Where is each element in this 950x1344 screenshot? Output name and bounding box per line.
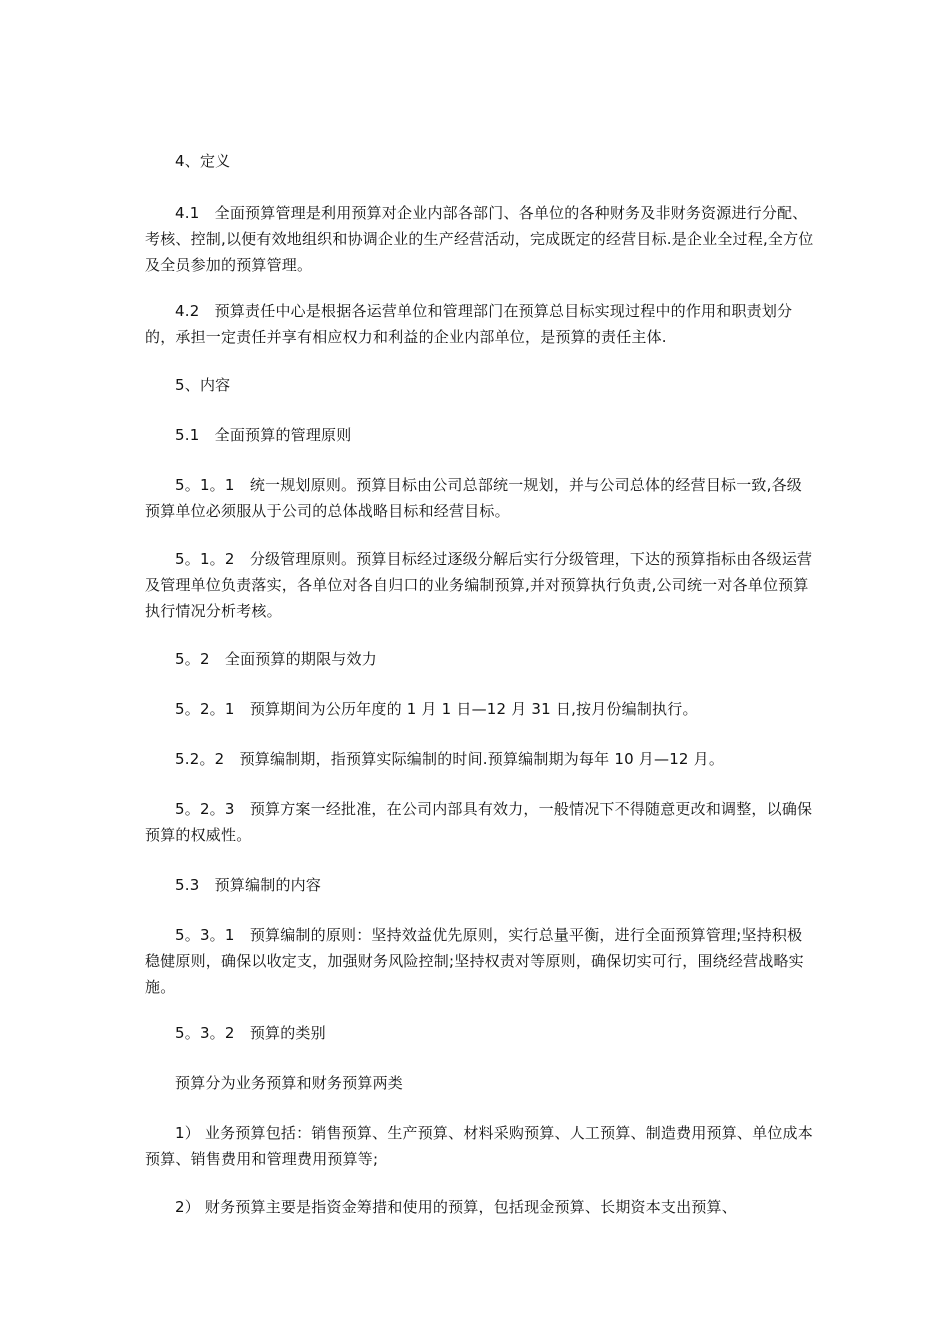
subsection-heading-5-3: 5.3 预算编制的内容 [175, 876, 322, 894]
paragraph-5-2-2: 5.2。2 预算编制期，指预算实际编制的时间.预算编制期为每年 10 月—12 月。 [175, 750, 725, 768]
section-heading-content: 5、内容 [175, 376, 231, 394]
paragraph-5-3-2-heading: 5。3。2 预算的类别 [175, 1024, 326, 1042]
list-item-financial-budget: 2） 财务预算主要是指资金筹措和使用的预算，包括现金预算、长期资本支出预算、 [175, 1198, 737, 1216]
paragraph-4-2: 4.2 预算责任中心是根据各运营单位和管理部门在预算总目标实现过程中的作用和职责划分的，承担一定责任并享有相应权力和利益的企业内部单位，是预算的责任主体. [145, 302, 793, 346]
paragraph-5-2-1: 5。2。1 预算期间为公历年度的 1 月 1 日—12 月 31 日,按月份编制执行。 [175, 700, 698, 718]
paragraph-budget-types: 预算分为业务预算和财务预算两类 [175, 1074, 404, 1092]
subsection-heading-5-1: 5.1 全面预算的管理原则 [175, 426, 352, 444]
paragraph-4-1: 4.1 全面预算管理是利用预算对企业内部各部门、各单位的各种财务及非财务资源进行分配、考核、控制,以便有效地组织和协调企业的生产经营活动，完成既定的经营目标.是企业全过程,全方位及全员参加的预算管理。 [145, 204, 814, 274]
subsection-heading-5-2: 5。2 全面预算的期限与效力 [175, 650, 377, 668]
paragraph-5-1-2: 5。1。2 分级管理原则。预算目标经过逐级分解后实行分级管理，下达的预算指标由各级运营及管理单位负责落实，各单位对各自归口的业务编制预算,并对预算执行负责,公司统一对各单位预算执行情况分析考核。 [145, 550, 813, 620]
list-item-business-budget: 1） 业务预算包括：销售预算、生产预算、材料采购预算、人工预算、制造费用预算、单位成本预算、销售费用和管理费用预算等; [145, 1124, 813, 1168]
paragraph-5-3-1: 5。3。1 预算编制的原则：坚持效益优先原则，实行总量平衡，进行全面预算管理;坚持积极稳健原则，确保以收定支，加强财务风险控制;坚持权责对等原则，确保切实可行，围绕经营战略实施。 [145, 926, 804, 996]
document-page [145, 0, 815, 1344]
paragraph-5-2-3: 5。2。3 预算方案一经批准，在公司内部具有效力，一般情况下不得随意更改和调整，以确保预算的权威性。 [145, 800, 813, 844]
paragraph-5-1-1: 5。1。1 统一规划原则。预算目标由公司总部统一规划，并与公司总体的经营目标一致,各级预算单位必须服从于公司的总体战略目标和经营目标。 [145, 476, 803, 520]
section-heading-definition: 4、定义 [175, 152, 231, 170]
